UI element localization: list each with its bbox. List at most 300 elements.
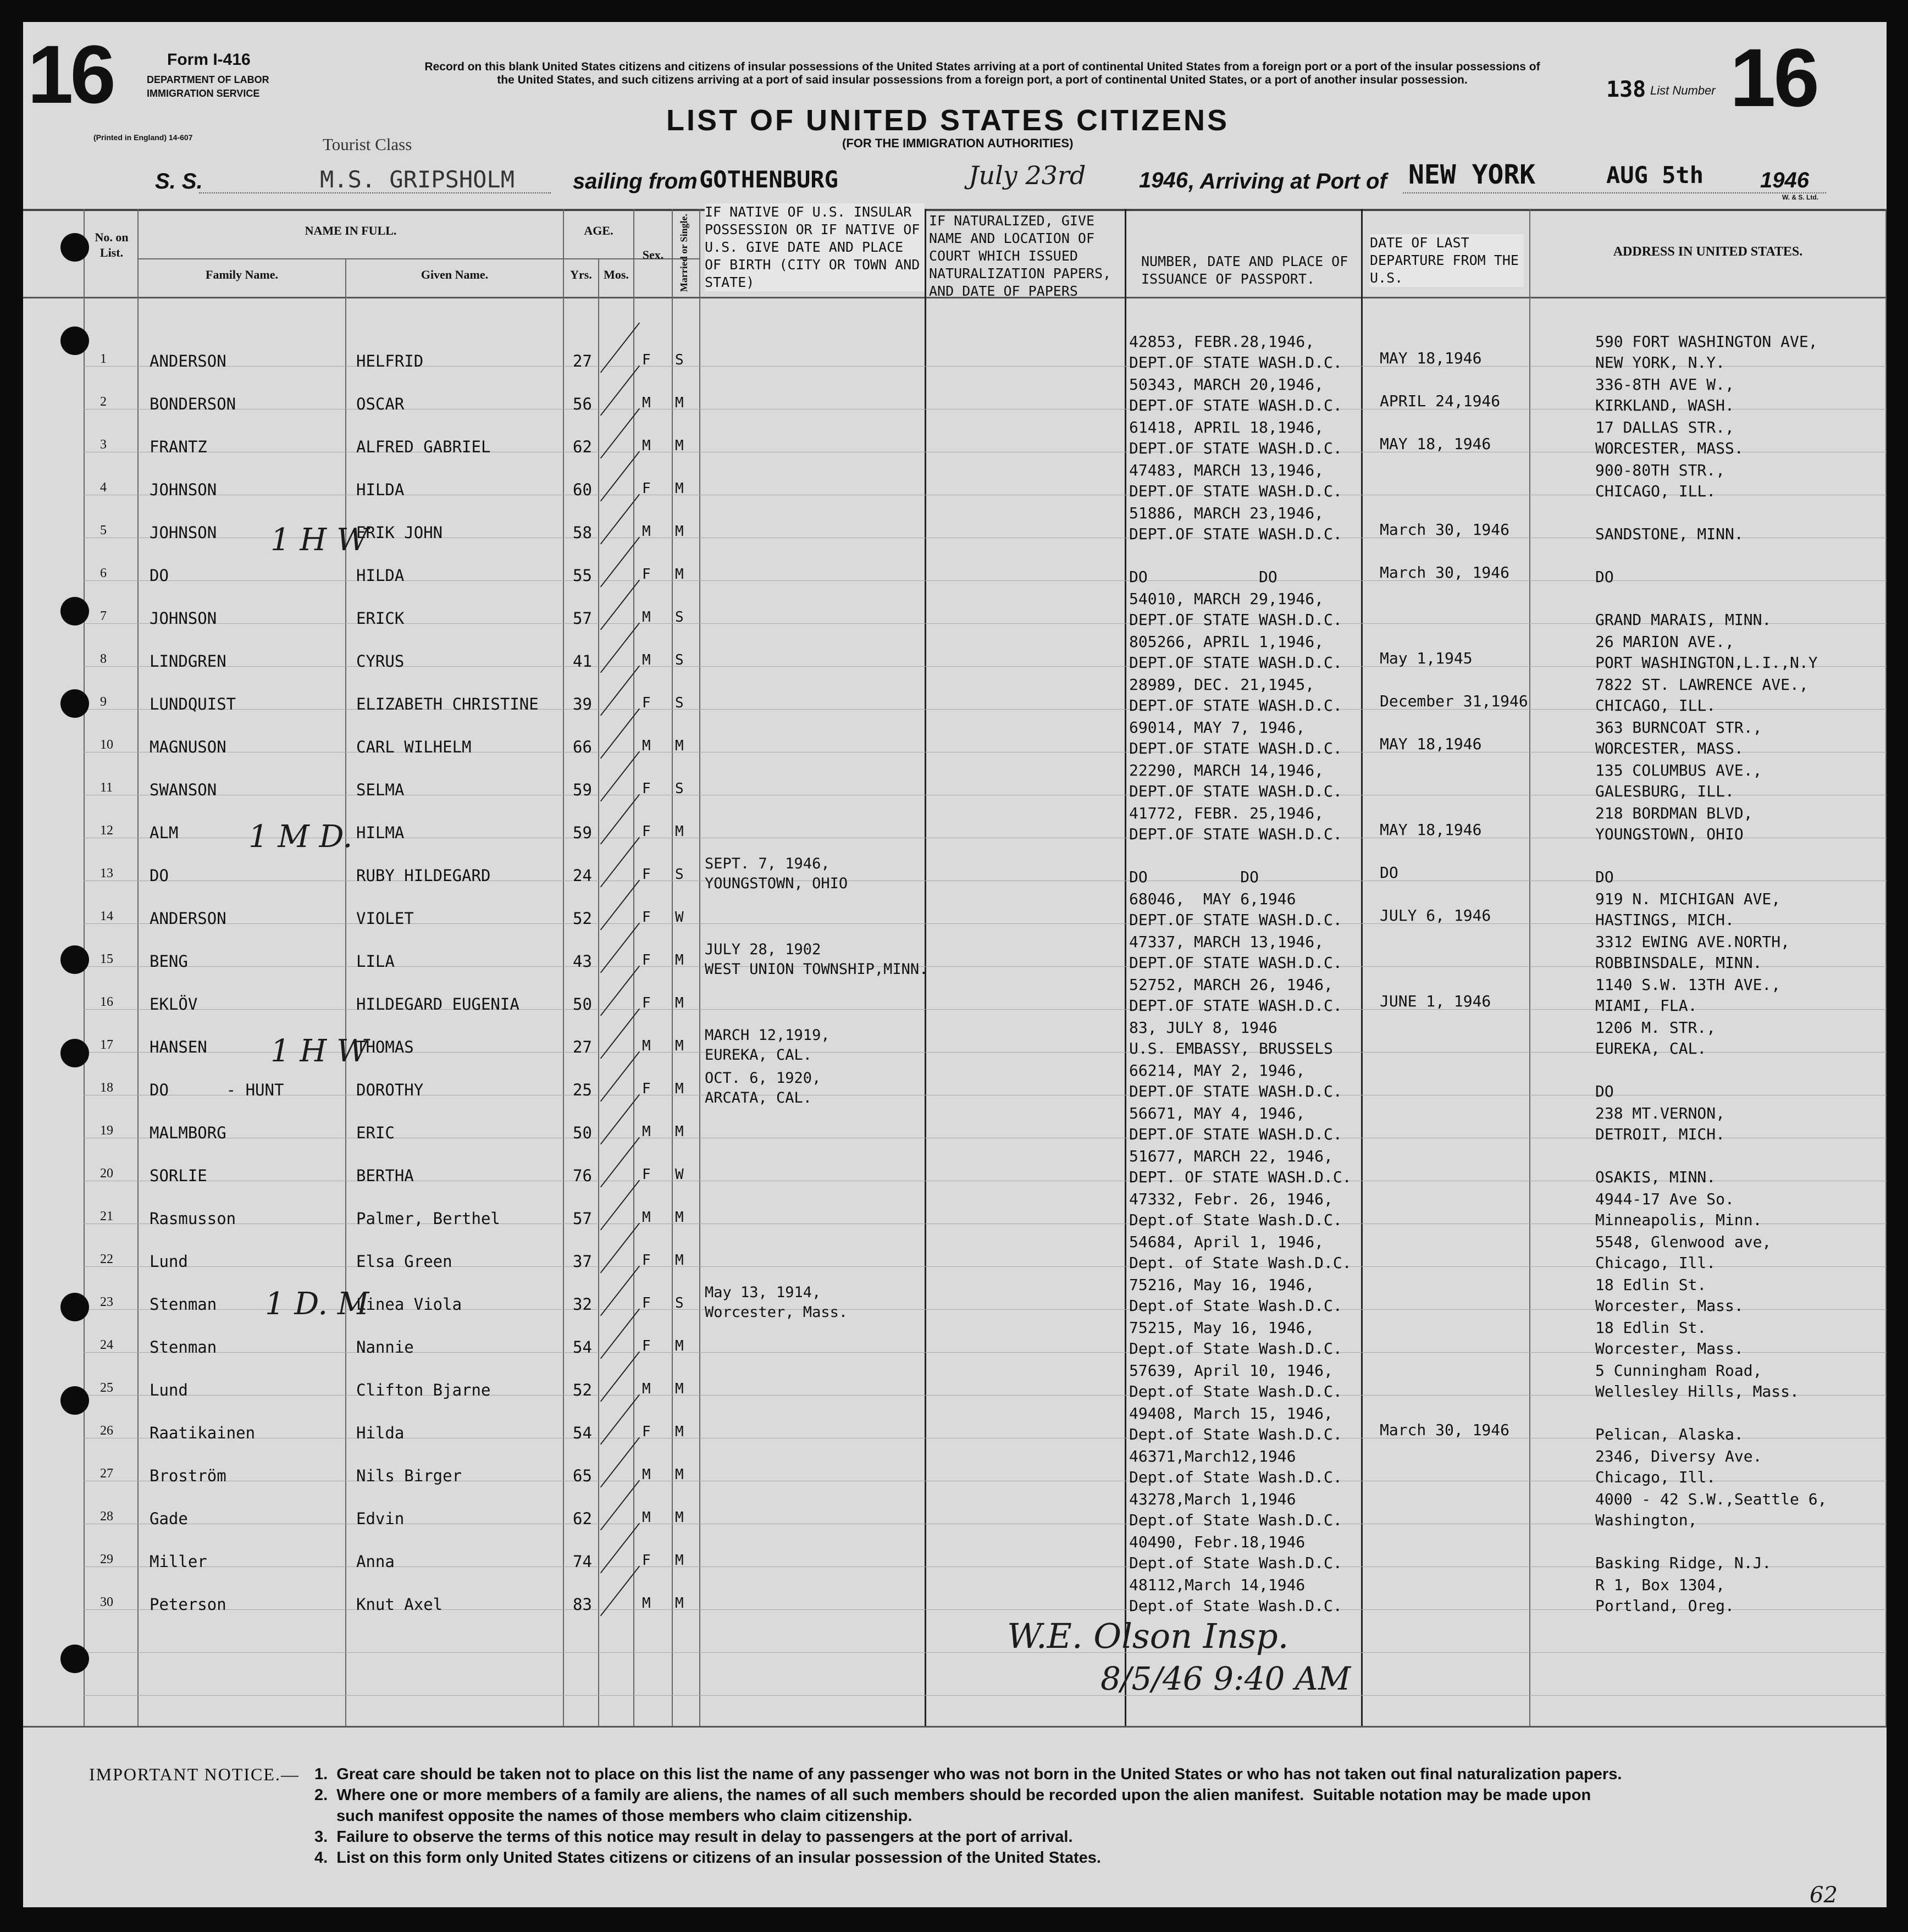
passport-number: 47332, Febr. 26, 1946, xyxy=(1129,1190,1333,1208)
address-city: Minneapolis, Minn. xyxy=(1595,1211,1762,1229)
sex: F xyxy=(642,909,651,926)
family-name: ANDERSON xyxy=(150,909,226,928)
check-mark xyxy=(600,366,640,416)
sex: F xyxy=(642,480,651,497)
given-name: HILDA xyxy=(356,566,405,585)
sex: F xyxy=(642,695,651,711)
table-row xyxy=(23,458,1887,501)
marital-status: W xyxy=(675,909,684,926)
age-years: 41 xyxy=(573,652,592,671)
page-subtitle: (FOR THE IMMIGRATION AUTHORITIES) xyxy=(842,136,1074,150)
marital-status: M xyxy=(675,438,684,454)
check-mark xyxy=(600,1309,640,1359)
birth-date: MARCH 12,1919, xyxy=(705,1027,830,1044)
list-number: 20 xyxy=(100,1166,113,1181)
passport-issuer: DEPT. OF STATE WASH.D.C. xyxy=(1129,1168,1352,1186)
passport-number: 51886, MARCH 23,1946, xyxy=(1129,504,1324,522)
address-city: ROBBINSDALE, MINN. xyxy=(1595,954,1762,972)
address-street: 135 COLUMBUS AVE., xyxy=(1595,761,1762,779)
check-mark xyxy=(600,408,640,459)
family-name: SORLIE xyxy=(150,1166,207,1185)
marital-status: S xyxy=(675,1295,684,1311)
address-street: 5 Cunningham Road, xyxy=(1595,1361,1762,1380)
sailing-from: GOTHENBURG xyxy=(699,166,838,193)
given-name: ERIC xyxy=(356,1123,395,1142)
form-instructions: Record on this blank United States citizens and citizens of insular possessions of the United States arriving at a port of continental United States from a foreign port or a port of the insular possessions of the United States, and such citizens arriving at a port of said insular possessions from a foreign port, a port of continental United States, or a port of another insular possession. xyxy=(424,60,1540,86)
table-row xyxy=(23,587,1887,630)
margin-note: 1 H W xyxy=(270,1033,368,1069)
passport-issuer: DO DO xyxy=(1129,868,1259,886)
list-number: 9 xyxy=(100,695,107,709)
given-name: ERICK xyxy=(356,609,405,628)
passport-number: 22290, MARCH 14,1946, xyxy=(1129,761,1324,779)
list-number: 30 xyxy=(100,1595,113,1609)
col-naturalized: IF NATURALIZED, GIVE NAME AND LOCATION OF COURT WHICH ISSUED NATURALIZATION PAPERS, AND DATE OF PAPERS xyxy=(929,213,1111,299)
given-name: SELMA xyxy=(356,780,405,799)
list-number: 26 xyxy=(100,1424,113,1438)
address-city: Pelican, Alaska. xyxy=(1595,1425,1744,1443)
check-mark xyxy=(600,1352,640,1402)
given-name: HELFRID xyxy=(356,352,424,370)
birth-place: Worcester, Mass. xyxy=(705,1304,848,1321)
age-years: 52 xyxy=(573,1381,592,1399)
address-street: 2346, Diversy Ave. xyxy=(1595,1447,1762,1465)
given-name: ALFRED GABRIEL xyxy=(356,438,491,456)
list-number: 22 xyxy=(100,1252,113,1266)
given-name: Palmer, Berthel xyxy=(356,1209,500,1228)
marital-status: M xyxy=(675,566,684,583)
family-name: HANSEN xyxy=(150,1038,207,1056)
table-row xyxy=(23,1230,1887,1273)
birth-date: May 13, 1914, xyxy=(705,1284,821,1301)
passport-issuer: DEPT.OF STATE WASH.D.C. xyxy=(1129,997,1342,1015)
last-departure: MAY 18, 1946 xyxy=(1380,435,1491,453)
check-mark xyxy=(600,666,640,716)
address-street: 218 BORDMAN BLVD, xyxy=(1595,804,1753,822)
age-years: 62 xyxy=(573,438,592,456)
given-name: Nannie xyxy=(356,1338,414,1357)
address-street: 1140 S.W. 13TH AVE., xyxy=(1595,976,1781,994)
check-mark xyxy=(600,1523,640,1574)
family-name: JOHNSON xyxy=(150,523,217,542)
age-years: 27 xyxy=(573,1038,592,1056)
given-name: LILA xyxy=(356,952,395,971)
last-departure: March 30, 1946 xyxy=(1380,521,1510,539)
sex: F xyxy=(642,780,651,797)
address-street: 4944-17 Ave So. xyxy=(1595,1190,1734,1208)
punch-hole xyxy=(60,326,89,355)
list-number: 138 xyxy=(1606,77,1646,102)
check-mark xyxy=(600,966,640,1016)
punch-hole xyxy=(60,1039,89,1067)
list-number: 18 xyxy=(100,1081,113,1095)
given-name: Edvin xyxy=(356,1509,405,1528)
list-number: 27 xyxy=(100,1466,113,1481)
address-city: PORT WASHINGTON,L.I.,N.Y xyxy=(1595,654,1818,672)
sail-date: July 23rd xyxy=(969,160,1086,190)
col-married: Married or Single. xyxy=(678,213,689,292)
age-years: 25 xyxy=(573,1081,592,1099)
check-mark xyxy=(600,580,640,630)
col-name: NAME IN FULL. xyxy=(305,224,397,237)
given-name: HILMA xyxy=(356,823,405,842)
age-years: 76 xyxy=(573,1166,592,1185)
sex: M xyxy=(642,395,651,411)
passport-issuer: Dept.of State Wash.D.C. xyxy=(1129,1339,1342,1358)
age-years: 74 xyxy=(573,1552,592,1571)
family-name: Lund xyxy=(150,1381,188,1399)
sex: M xyxy=(642,652,651,668)
check-mark xyxy=(600,623,640,673)
sex: F xyxy=(642,823,651,840)
passport-issuer: Dept.of State Wash.D.C. xyxy=(1129,1211,1342,1229)
list-number: 8 xyxy=(100,652,107,666)
sex: F xyxy=(642,866,651,883)
passport-number: 69014, MAY 7, 1946, xyxy=(1129,718,1306,737)
age-years: 83 xyxy=(573,1595,592,1614)
list-number: 1 xyxy=(100,352,107,366)
sex: F xyxy=(642,1081,651,1097)
address-city: Chicago, Ill. xyxy=(1595,1468,1716,1486)
age-years: 54 xyxy=(573,1424,592,1442)
check-mark xyxy=(600,751,640,802)
age-years: 57 xyxy=(573,609,592,628)
marital-status: M xyxy=(675,480,684,497)
sex: M xyxy=(642,523,651,540)
margin-note: 1 M D. xyxy=(248,819,353,855)
passport-issuer: DEPT.OF STATE WASH.D.C. xyxy=(1129,696,1342,715)
sex: M xyxy=(642,1381,651,1397)
family-name: EKLÖV xyxy=(150,995,198,1014)
passport-issuer: DO DO xyxy=(1129,568,1277,586)
family-name: LINDGREN xyxy=(150,652,226,671)
given-name: ERIK JOHN xyxy=(356,523,443,542)
passport-issuer: DEPT.OF STATE WASH.D.C. xyxy=(1129,782,1342,800)
family-name: JOHNSON xyxy=(150,609,217,628)
last-departure: MAY 18,1946 xyxy=(1380,735,1482,753)
check-mark xyxy=(600,451,640,502)
passport-number: 28989, DEC. 21,1945, xyxy=(1129,676,1315,694)
age-years: 43 xyxy=(573,952,592,971)
col-age: AGE. xyxy=(584,224,613,237)
list-number: 10 xyxy=(100,738,113,752)
passport-issuer: Dept.of State Wash.D.C. xyxy=(1129,1297,1342,1315)
passport-number: 75216, May 16, 1946, xyxy=(1129,1276,1315,1294)
check-mark xyxy=(600,1180,640,1231)
passport-number: 57639, April 10, 1946, xyxy=(1129,1361,1333,1380)
given-name: VIOLET xyxy=(356,909,414,928)
sex: F xyxy=(642,1252,651,1269)
list-number: 15 xyxy=(100,952,113,966)
given-name: Knut Axel xyxy=(356,1595,443,1614)
col-address: ADDRESS IN UNITED STATES. xyxy=(1613,245,1803,259)
passport-number: 52752, MARCH 26, 1946, xyxy=(1129,976,1333,994)
last-departure: March 30, 1946 xyxy=(1380,563,1510,582)
sex: F xyxy=(642,352,651,368)
list-number: 23 xyxy=(100,1295,113,1309)
family-name: FRANTZ xyxy=(150,438,207,456)
address-city: MIAMI, FLA. xyxy=(1595,997,1697,1015)
address-city: DO xyxy=(1595,1082,1614,1100)
check-mark xyxy=(600,1566,640,1617)
table-row xyxy=(23,1316,1887,1359)
notice-item: such manifest opposite the names of those members who claim citizenship. xyxy=(336,1807,912,1825)
last-departure: MAY 18,1946 xyxy=(1380,349,1482,367)
passport-issuer: DEPT.OF STATE WASH.D.C. xyxy=(1129,525,1342,543)
passport-issuer: Dept.of State Wash.D.C. xyxy=(1129,1468,1342,1486)
sex: M xyxy=(642,1509,651,1526)
family-name: BONDERSON xyxy=(150,395,236,413)
given-name: ELIZABETH CHRISTINE xyxy=(356,695,539,713)
notice-item: 3. Failure to observe the terms of this notice may result in delay to passengers at the port of arrival. xyxy=(314,1828,1073,1846)
address-street: 3312 EWING AVE.NORTH, xyxy=(1595,933,1790,951)
marital-status: M xyxy=(675,1509,684,1526)
age-years: 66 xyxy=(573,738,592,756)
passport-number: 805266, APRIL 1,1946, xyxy=(1129,633,1324,651)
class-label: Tourist Class xyxy=(323,135,412,154)
punch-hole xyxy=(60,1645,89,1673)
family-name: Raatikainen xyxy=(150,1424,256,1442)
passport-number: 42853, FEBR.28,1946, xyxy=(1129,333,1315,351)
marital-status: M xyxy=(675,738,684,754)
sex: F xyxy=(642,1424,651,1440)
passport-number: 50343, MARCH 20,1946, xyxy=(1129,375,1324,394)
sex: M xyxy=(642,1209,651,1226)
passport-issuer: DEPT.OF STATE WASH.D.C. xyxy=(1129,825,1342,843)
marital-status: S xyxy=(675,866,684,883)
family-name: ALM xyxy=(150,823,179,842)
sex: F xyxy=(642,1338,651,1354)
given-name: HILDEGARD EUGENIA xyxy=(356,995,519,1014)
marital-status: M xyxy=(675,1552,684,1569)
list-number: 16 xyxy=(100,995,113,1009)
age-years: 60 xyxy=(573,480,592,499)
age-years: 39 xyxy=(573,695,592,713)
marital-status: M xyxy=(675,523,684,540)
check-mark xyxy=(600,323,640,373)
last-departure: December 31,1946 xyxy=(1380,692,1528,710)
corner-note: 62 xyxy=(1810,1883,1838,1908)
check-mark xyxy=(600,1394,640,1445)
table-row xyxy=(23,330,1887,373)
age-years: 52 xyxy=(573,909,592,928)
passport-issuer: Dept.of State Wash.D.C. xyxy=(1129,1382,1342,1400)
check-mark xyxy=(600,1009,640,1059)
family-name: SWANSON xyxy=(150,780,217,799)
address-city: GRAND MARAIS, MINN. xyxy=(1595,611,1772,629)
age-years: 58 xyxy=(573,523,592,542)
punch-hole xyxy=(60,1386,89,1415)
sailing-label: sailing from xyxy=(573,169,698,193)
marital-status: S xyxy=(675,652,684,668)
list-number: 25 xyxy=(100,1381,113,1395)
table-row xyxy=(23,416,1887,458)
last-departure: March 30, 1946 xyxy=(1380,1421,1510,1439)
check-mark xyxy=(600,1437,640,1488)
form-id: Form I-416 xyxy=(167,51,251,69)
family-name: MALMBORG xyxy=(150,1123,226,1142)
list-number: 11 xyxy=(100,780,113,795)
inspector-signature: W.E. Olson Insp. xyxy=(1007,1616,1289,1656)
marital-status: S xyxy=(675,609,684,625)
page-number-left: 16 xyxy=(27,28,113,120)
given-name: BERTHA xyxy=(356,1166,414,1185)
col-family: Family Name. xyxy=(206,268,278,281)
passport-number: 41772, FEBR. 25,1946, xyxy=(1129,804,1324,822)
passport-number: 51677, MARCH 22, 1946, xyxy=(1129,1147,1333,1165)
passport-issuer: Dept.of State Wash.D.C. xyxy=(1129,1554,1342,1572)
marital-status: S xyxy=(675,695,684,711)
col-given: Given Name. xyxy=(421,268,489,281)
margin-note: 1 H W xyxy=(270,522,368,558)
list-number: 14 xyxy=(100,909,113,923)
marital-status: M xyxy=(675,1081,684,1097)
address-city: NEW YORK, N.Y. xyxy=(1595,353,1726,372)
marital-status: M xyxy=(675,1424,684,1440)
list-number-label: List Number xyxy=(1650,84,1716,97)
sex: M xyxy=(642,1123,651,1140)
family-name: DO xyxy=(150,866,169,885)
passport-number: 61418, APRIL 18,1946, xyxy=(1129,418,1324,436)
address-city: Worcester, Mass. xyxy=(1595,1339,1744,1358)
family-name: Stenman xyxy=(150,1338,217,1357)
address-street: 7822 ST. LAWRENCE AVE., xyxy=(1595,676,1809,694)
check-mark xyxy=(600,494,640,545)
table-row xyxy=(23,1187,1887,1230)
age-years: 62 xyxy=(573,1509,592,1528)
ss-label: S. S. xyxy=(155,169,203,193)
passport-issuer: DEPT.OF STATE WASH.D.C. xyxy=(1129,739,1342,757)
passport-issuer: DEPT.OF STATE WASH.D.C. xyxy=(1129,1125,1342,1143)
sex: M xyxy=(642,438,651,454)
marital-status: M xyxy=(675,1252,684,1269)
passport-number: 66214, MAY 2, 1946, xyxy=(1129,1061,1306,1080)
list-number: 3 xyxy=(100,438,107,452)
family-name: Miller xyxy=(150,1552,207,1571)
passport-issuer: DEPT.OF STATE WASH.D.C. xyxy=(1129,396,1342,414)
address-street: 590 FORT WASHINGTON AVE, xyxy=(1595,333,1818,351)
passport-number: 47337, MARCH 13,1946, xyxy=(1129,933,1324,951)
given-name: Clifton Bjarne xyxy=(356,1381,491,1399)
passport-number: 49408, March 15, 1946, xyxy=(1129,1404,1333,1422)
marital-status: M xyxy=(675,1123,684,1140)
table-row xyxy=(23,716,1887,759)
list-number: 2 xyxy=(100,395,107,409)
marital-status: M xyxy=(675,1209,684,1226)
table-row xyxy=(23,759,1887,801)
last-departure: JULY 6, 1946 xyxy=(1380,906,1491,925)
address-street: 17 DALLAS STR., xyxy=(1595,418,1734,436)
passport-number: 48112,March 14,1946 xyxy=(1129,1576,1306,1594)
marital-status: S xyxy=(675,780,684,797)
margin-note: 1 D. M xyxy=(265,1286,369,1322)
passport-issuer: DEPT.OF STATE WASH.D.C. xyxy=(1129,482,1342,500)
address-city: YOUNGSTOWN, OHIO xyxy=(1595,825,1744,843)
list-number: 21 xyxy=(100,1209,113,1224)
sex: M xyxy=(642,609,651,625)
department-label: DEPARTMENT OF LABOR xyxy=(147,74,269,85)
family-name: JOHNSON xyxy=(150,480,217,499)
check-mark xyxy=(600,880,640,931)
given-name: THOMAS xyxy=(356,1038,414,1056)
age-years: 32 xyxy=(573,1295,592,1314)
age-years: 50 xyxy=(573,1123,592,1142)
given-name: Linea Viola xyxy=(356,1295,462,1314)
table-row xyxy=(23,1101,1887,1144)
punch-hole xyxy=(60,597,89,625)
sex: F xyxy=(642,566,651,583)
address-city: CHICAGO, ILL. xyxy=(1595,482,1716,500)
notice-item: 4. List on this form only United States citizens or citizens of an insular possession of the United States. xyxy=(314,1849,1101,1867)
address-city: EUREKA, CAL. xyxy=(1595,1039,1707,1058)
address-street: 26 MARION AVE., xyxy=(1595,633,1734,651)
address-city: Chicago, Ill. xyxy=(1595,1254,1716,1272)
address-city: WORCESTER, MASS. xyxy=(1595,739,1744,757)
birth-place: WEST UNION TOWNSHIP,MINN. xyxy=(705,961,928,978)
arrival-year: 1946 xyxy=(1760,168,1809,192)
birth-place: ARCATA, CAL. xyxy=(705,1089,812,1106)
passport-issuer: DEPT.OF STATE WASH.D.C. xyxy=(1129,353,1342,372)
service-label: IMMIGRATION SERVICE xyxy=(147,88,260,99)
given-name: OSCAR xyxy=(356,395,405,413)
list-number: 29 xyxy=(100,1552,113,1566)
printer-mark: W. & S. Ltd. xyxy=(1782,193,1818,201)
passport-issuer: Dept.of State Wash.D.C. xyxy=(1129,1425,1342,1443)
table-row xyxy=(23,930,1887,978)
birth-date: SEPT. 7, 1946, xyxy=(705,855,830,872)
table-row xyxy=(23,887,1887,930)
age-years: 59 xyxy=(573,823,592,842)
given-name: Anna xyxy=(356,1552,395,1571)
age-years: 50 xyxy=(573,995,592,1014)
age-years: 65 xyxy=(573,1466,592,1485)
age-years: 27 xyxy=(573,352,592,370)
family-name: DO - HUNT xyxy=(150,1081,284,1099)
marital-status: M xyxy=(675,995,684,1011)
passport-issuer: Dept.of State Wash.D.C. xyxy=(1129,1597,1342,1615)
passport-number: 83, JULY 8, 1946 xyxy=(1129,1018,1277,1037)
sex: F xyxy=(642,995,651,1011)
last-departure: MAY 18,1946 xyxy=(1380,821,1482,839)
table-row xyxy=(23,1402,1887,1444)
passport-issuer: DEPT.OF STATE WASH.D.C. xyxy=(1129,911,1342,929)
table-row xyxy=(23,1573,1887,1616)
family-name: BENG xyxy=(150,952,188,971)
given-name: Nils Birger xyxy=(356,1466,462,1485)
address-city: Basking Ridge, N.J. xyxy=(1595,1554,1772,1572)
family-name: Peterson xyxy=(150,1595,226,1614)
sail-year: 1946 xyxy=(1139,168,1188,192)
age-years: 59 xyxy=(573,780,592,799)
last-departure: JUNE 1, 1946 xyxy=(1380,992,1491,1010)
printed-note: (Printed in England) 14-607 xyxy=(93,133,193,142)
check-mark xyxy=(600,1137,640,1188)
col-native: IF NATIVE OF U.S. INSULAR POSSESSION OR IF NATIVE OF U.S. GIVE DATE AND PLACE OF BIRTH (CITY OR TOWN AND STATE) xyxy=(705,203,925,291)
given-name: Hilda xyxy=(356,1424,405,1442)
given-name: HILDA xyxy=(356,480,405,499)
passport-issuer: U.S. EMBASSY, BRUSSELS xyxy=(1129,1039,1333,1058)
notice-item: 2. Where one or more members of a family are aliens, the names of all such members should be recorded upon the alien manifest. Suitable notation may be made upon xyxy=(314,1786,1591,1804)
list-number: 17 xyxy=(100,1038,113,1052)
last-departure: APRIL 24,1946 xyxy=(1380,392,1501,410)
table-row xyxy=(23,1144,1887,1187)
passport-number: 40490, Febr.18,1946 xyxy=(1129,1533,1306,1551)
col-departure: DATE OF LAST DEPARTURE FROM THE U.S. xyxy=(1370,234,1524,287)
birth-date: OCT. 6, 1920, xyxy=(705,1070,821,1087)
sex: M xyxy=(642,1038,651,1054)
address-street: R 1, Box 1304, xyxy=(1595,1576,1726,1594)
col-sex: Sex. xyxy=(642,248,664,262)
